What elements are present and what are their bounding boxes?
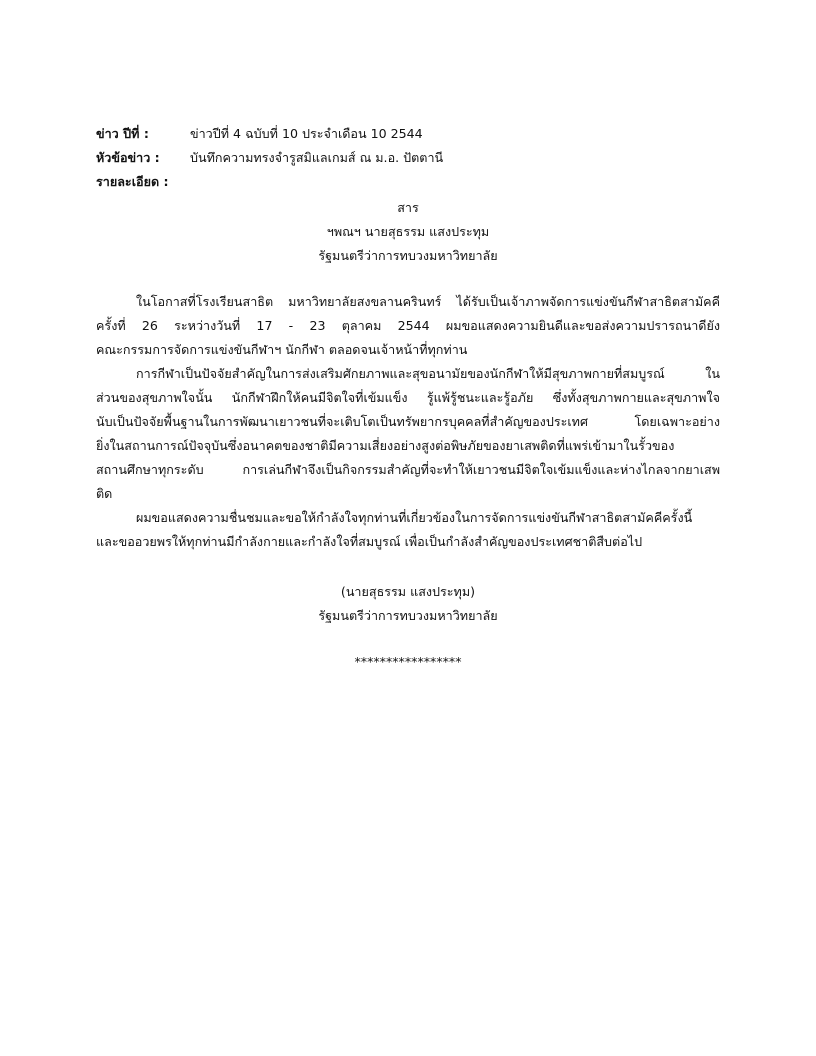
message-heading: สาร bbox=[397, 200, 419, 215]
signature-position: รัฐมนตรีว่าการทบวงมหาวิทยาลัย bbox=[318, 608, 498, 623]
message-author-position: รัฐมนตรีว่าการทบวงมหาวิทยาลัย bbox=[318, 248, 498, 263]
news-topic-value: บันทึกความทรงจำรูสมิแลเกมส์ ณ ม.อ. ปัตตานี bbox=[190, 150, 444, 165]
paragraph-1-line-3: คณะกรรมการจัดการแข่งขันกีฬาฯ นักกีฬา ตลอดจนเจ้าหน้าที่ทุกท่าน bbox=[96, 342, 468, 357]
paragraph-2-line-6: ติด bbox=[96, 486, 113, 501]
paragraph-2-line-1: การกีฬาเป็นปัจจัยสำคัญในการส่งเสริมศักยภาพและสุขอนามัยของนักกีฬาให้มีสุขภาพกายที่สมบูรณ์ ใน bbox=[136, 366, 720, 381]
news-detail-row bbox=[96, 171, 190, 193]
end-separator: ***************** bbox=[354, 654, 462, 669]
paragraph-2-line-3: นับเป็นปัจจัยพื้นฐานในการพัฒนาเยาวชนที่จะเติบโตเป็นทรัพยากรบุคคลที่สำคัญของประเทศ โดยเฉพาะอย่าง bbox=[96, 414, 720, 429]
news-issue-row bbox=[96, 123, 423, 145]
paragraph-3-line-1: ผมขอแสดงความชื่นชมและขอให้กำลังใจทุกท่านที่เกี่ยวข้องในการจัดการแข่งขันกีฬาสาธิตสามัคคีครั้งนี้ bbox=[136, 510, 693, 525]
news-topic-label: หัวข้อข่าว : bbox=[96, 150, 160, 165]
paragraph-3-line-2: และขออวยพรให้ทุกท่านมีกำลังกายและกำลังใจที่สมบูรณ์ เพื่อเป็นกำลังสำคัญของประเทศชาติสืบต่อไป bbox=[96, 534, 643, 549]
message-author: ฯพณฯ นายสุธรรม แสงประทุม bbox=[326, 224, 490, 239]
news-detail-label: รายละเอียด : bbox=[96, 174, 169, 189]
news-topic-row bbox=[96, 147, 443, 169]
news-issue-value: ข่าวปีที่ 4 ฉบับที่ 10 ประจำเดือน 10 2544 bbox=[190, 126, 423, 141]
paragraph-2-line-5: สถานศึกษาทุกระดับ การเล่นกีฬาจึงเป็นกิจกรรมสำคัญที่จะทำให้เยาวชนมีจิตใจเข้มแข็งและห่างไกลจากยาเสพ bbox=[96, 462, 720, 477]
paragraph-1-line-2: ครั้งที่ 26 ระหว่างวันที่ 17 - 23 ตุลาคม 2544 ผมขอแสดงความยินดีและขอส่งความปรารถนาดียัง bbox=[96, 318, 720, 333]
paragraph-2-line-2: ส่วนของสุขภาพใจนั้น นักกีฬาฝึกให้คนมีจิตใจที่เข้มแข็ง รู้แพ้รู้ชนะและรู้อภัย ซึ่งทั้งสุขภาพกายและสุขภาพใจ bbox=[96, 390, 720, 405]
signature-name: (นายสุธรรม แสงประทุม) bbox=[340, 584, 476, 599]
paragraph-1-line-1: ในโอกาสที่โรงเรียนสาธิต มหาวิทยาลัยสงขลานครินทร์ ได้รับเป็นเจ้าภาพจัดการแข่งขันกีฬาสาธิตสามัคคี bbox=[136, 294, 720, 309]
news-issue-label: ข่าว ปีที่ : bbox=[96, 126, 149, 141]
paragraph-2-line-4: ยิ่งในสถานการณ์ปัจจุบันซึ่งอนาคตของชาติมีความเสี่ยงอย่างสูงต่อพิษภัยของยาเสพติดที่แพร่เข้ามาในรั้วของ bbox=[96, 438, 675, 453]
